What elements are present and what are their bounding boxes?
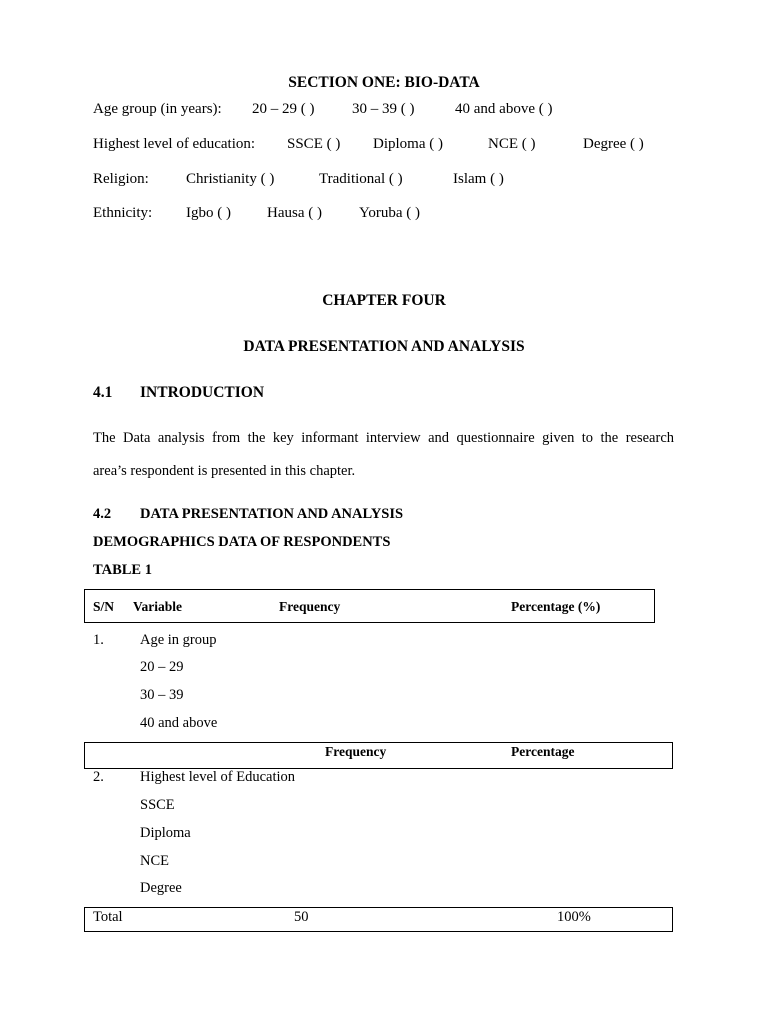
demographics-heading: DEMOGRAPHICS DATA OF RESPONDENTS xyxy=(93,534,391,550)
header-sn: S/N xyxy=(93,599,115,614)
education-option-nce[interactable]: NCE ( ) xyxy=(488,136,536,152)
intro-paragraph-line-2: area’s respondent is presented in this chapter. xyxy=(93,463,356,479)
intro-heading: INTRODUCTION xyxy=(140,384,265,401)
age-group-label: Age group (in years): xyxy=(93,101,222,117)
age-option-20-29[interactable]: 20 – 29 ( ) xyxy=(252,101,315,117)
row2-item-diploma: Diploma xyxy=(140,825,191,841)
subheader-frequency: Frequency xyxy=(325,744,387,759)
religion-label: Religion: xyxy=(93,171,149,187)
education-option-degree[interactable]: Degree ( ) xyxy=(583,136,644,152)
chapter-subtitle: DATA PRESENTATION AND ANALYSIS xyxy=(243,338,525,355)
table-header xyxy=(84,589,655,623)
row1-sn: 1. xyxy=(93,632,104,648)
ethnicity-option-hausa[interactable]: Hausa ( ) xyxy=(267,205,322,221)
row1-title: Age in group xyxy=(140,632,217,648)
table-label: TABLE 1 xyxy=(93,562,152,578)
ethnicity-label: Ethnicity: xyxy=(93,205,153,221)
total-label: Total xyxy=(93,909,123,925)
ethnicity-option-yoruba[interactable]: Yoruba ( ) xyxy=(359,205,420,221)
row1-item-30-39: 30 – 39 xyxy=(140,687,184,703)
header-variable: Variable xyxy=(133,599,183,614)
header-percentage: Percentage (%) xyxy=(511,599,601,614)
chapter-title: CHAPTER FOUR xyxy=(322,292,446,309)
row2-item-degree: Degree xyxy=(140,880,182,896)
section-42-number: 4.2 xyxy=(93,506,112,522)
header-frequency: Frequency xyxy=(279,599,341,614)
religion-option-christianity[interactable]: Christianity ( ) xyxy=(186,171,275,187)
intro-paragraph-line-1: The Data analysis from the key informant interview and questionnaire given to the research xyxy=(93,430,674,446)
row1-item-20-29: 20 – 29 xyxy=(140,659,184,675)
row2-sn: 2. xyxy=(93,769,104,785)
education-label: Highest level of education: xyxy=(93,136,256,152)
age-option-30-39[interactable]: 30 – 39 ( ) xyxy=(352,101,415,117)
row2-title: Highest level of Education xyxy=(140,769,296,785)
total-percentage: 100% xyxy=(557,909,591,925)
religion-option-islam[interactable]: Islam ( ) xyxy=(453,171,504,187)
table-subheader xyxy=(84,742,673,769)
ethnicity-option-igbo[interactable]: Igbo ( ) xyxy=(186,205,231,221)
table-total-row xyxy=(84,907,673,932)
subheader-percentage: Percentage xyxy=(511,744,575,759)
total-frequency: 50 xyxy=(294,909,309,925)
age-option-40-above[interactable]: 40 and above ( ) xyxy=(455,101,553,117)
row2-item-ssce: SSCE xyxy=(140,797,175,813)
section-42-heading: DATA PRESENTATION AND ANALYSIS xyxy=(140,506,404,522)
section-one-heading: SECTION ONE: BIO-DATA xyxy=(288,74,480,91)
education-option-diploma[interactable]: Diploma ( ) xyxy=(373,136,443,152)
row1-item-40-above: 40 and above xyxy=(140,715,218,731)
row2-item-nce: NCE xyxy=(140,853,169,869)
education-option-ssce[interactable]: SSCE ( ) xyxy=(287,136,341,152)
religion-option-traditional[interactable]: Traditional ( ) xyxy=(319,171,403,187)
intro-number: 4.1 xyxy=(93,384,113,401)
